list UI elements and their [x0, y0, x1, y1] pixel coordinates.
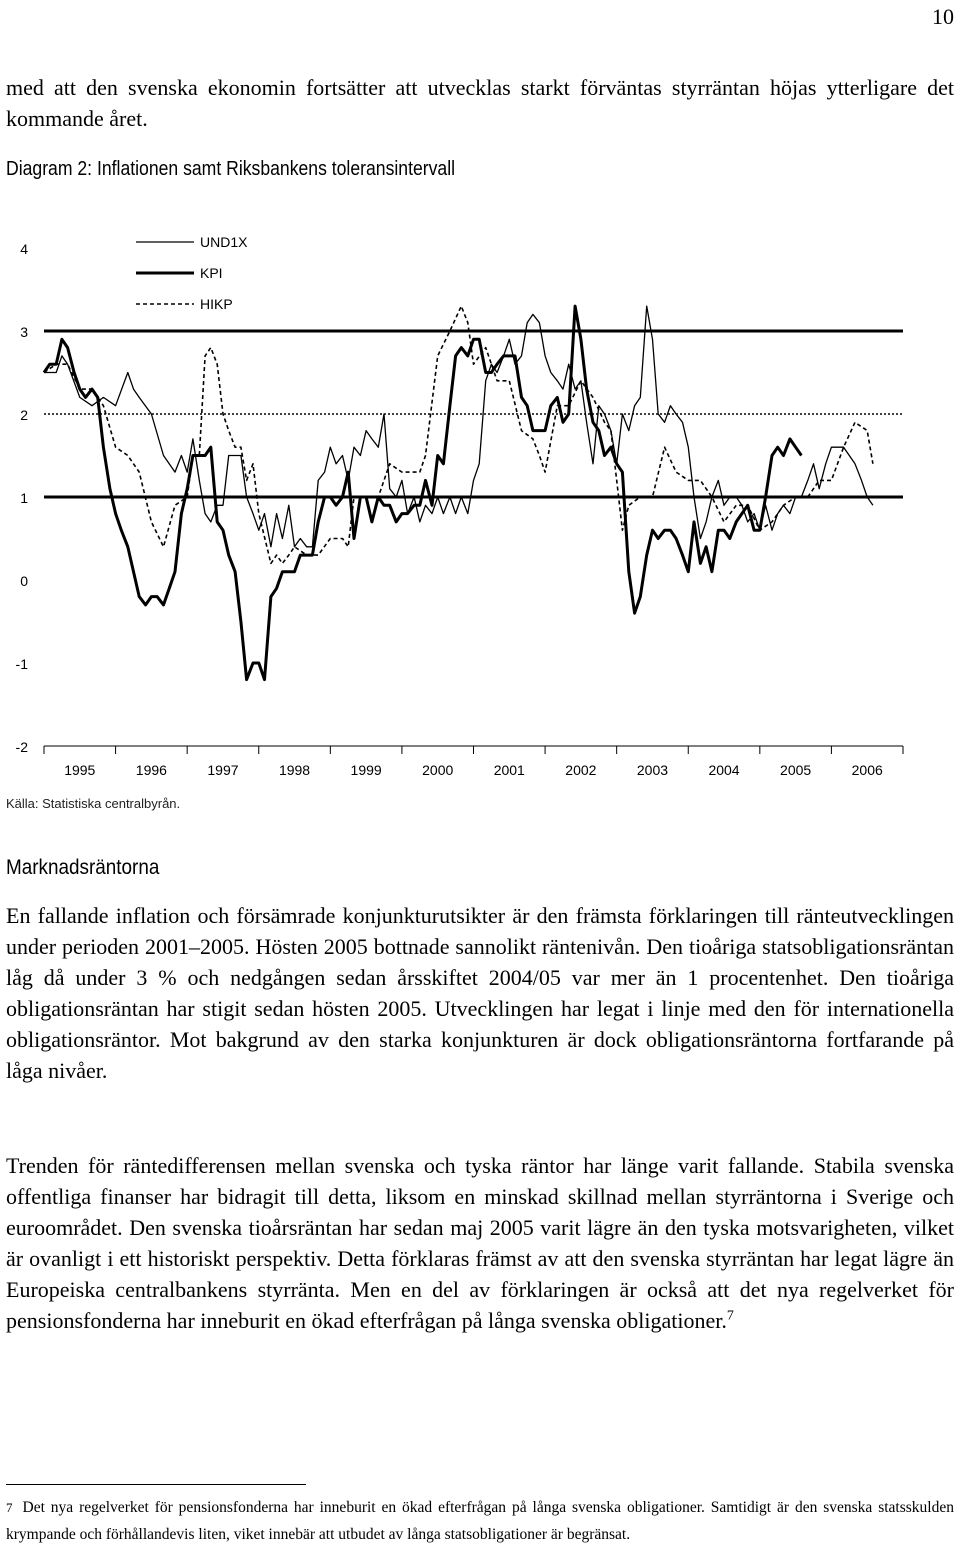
x-tick-label: 1999: [350, 762, 382, 778]
x-tick-label: 1997: [207, 762, 239, 778]
series-line-kpi: [44, 306, 801, 679]
footnote-divider: [6, 1484, 306, 1485]
body-paragraph-1: En fallande inflation och försämrade konjunkturutsikter är den främsta förklaringen till ränteutvecklingen under perioden 2001–2005. Hösten 2005 bottnade sannolikt räntenivån. Den tioåriga statsobligationsräntan låg då under 3 % och nedgången sedan årsskiftet 2004/05 var mer än 1 procentenhet. Den tioåriga obligationsräntan har stigit sedan hösten 2005. Utvecklingen har legat i linje med den för internationella obligationsräntor. Mot bakgrund av den starka konjunkturen är dock obligationsräntorna fortfarande på låga nivåer.: [6, 903, 954, 1083]
footnote-number: 7: [6, 1500, 13, 1515]
legend-label-und1x: UND1X: [200, 234, 248, 250]
x-tick-label: 2001: [493, 762, 525, 778]
y-tick-label: 4: [20, 241, 28, 257]
legend-label-kpi: KPI: [200, 265, 223, 281]
legend-label-hikp: HIKP: [200, 296, 233, 312]
x-tick-label: 2002: [565, 762, 597, 778]
x-tick-label: 1996: [135, 762, 167, 778]
chart-legend: [136, 234, 248, 312]
x-tick-label: 2003: [636, 762, 669, 778]
series-line-hikp: [44, 306, 873, 563]
x-tick-label: 1998: [278, 762, 311, 778]
series-lines: [44, 306, 873, 679]
page-number: 10: [932, 4, 954, 29]
chart-title: Diagram 2: Inflationen samt Riksbankens toleransintervall: [6, 158, 456, 180]
x-tick-label: 2006: [851, 762, 883, 778]
body-paragraph-2-text: Trenden för räntedifferensen mellan svenska och tyska räntor har länge varit fallande. Stabila svenska offentliga finanser har bidragit till detta, liksom en minskad skillnad mellan styrräntorna i Sverige och euroområdet. Den svenska tioårsräntan har sedan maj 2005 varit lägre än den tyska motsvarigheten, vilket är ovanligt i ett historiskt perspektiv. Detta förklaras främst av att den svenska styrräntan har legat lägre än Europeiska centralbankens styrränta. Men en del av förklaringen är också att det nya regelverket för pensionsfonderna har inneburit en ökad efterfrågan på långa svenska obligationer.: [6, 1153, 954, 1333]
footnote-text: Det nya regelverket för pensionsfonderna har inneburit en ökad efterfrågan på långa svenska obligationer. Samtidigt är den svenska statsskulden krympande och förhållandevis liten, viket innebär att utbudet av långa statsobligationer är begränsat.: [6, 1499, 954, 1543]
x-tick-label: 1995: [64, 762, 96, 778]
section-heading: Marknadsräntorna: [6, 856, 160, 879]
y-axis: [16, 241, 29, 755]
y-tick-label: 0: [20, 573, 28, 589]
chart-source: Källa: Statistiska centralbyrån.: [6, 796, 181, 811]
inflation-chart: [0, 222, 960, 782]
y-tick-label: -1: [15, 656, 28, 672]
y-tick-label: 3: [20, 324, 28, 340]
intro-paragraph: med att den svenska ekonomin fortsätter att utvecklas starkt förväntas styrräntan höjas ytterligare det kommande året.: [6, 75, 954, 131]
footnote: [6, 1494, 954, 1548]
y-tick-label: -2: [15, 739, 28, 755]
x-tick-label: 2005: [780, 762, 812, 778]
body-paragraph-2: [6, 1150, 954, 1336]
y-tick-label: 1: [20, 490, 28, 506]
x-axis: [44, 746, 903, 778]
x-tick-label: 2000: [422, 762, 454, 778]
y-tick-label: 2: [20, 407, 28, 423]
footnote-reference[interactable]: 7: [726, 1308, 734, 1324]
tolerance-band-lines: [44, 331, 903, 497]
x-tick-label: 2004: [708, 762, 740, 778]
